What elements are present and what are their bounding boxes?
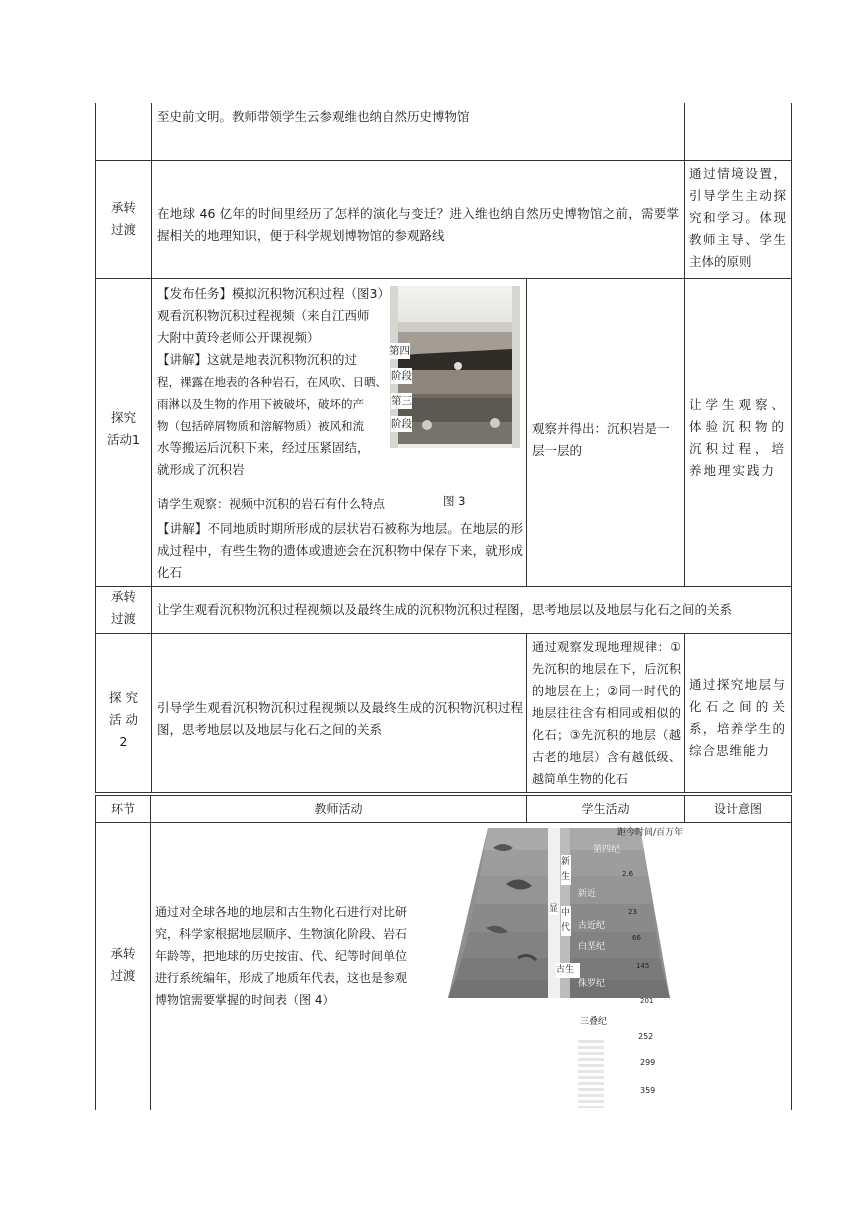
teacher-line-8: 水等搬运后沉积下来，经过压紧固结， — [157, 440, 370, 455]
lower-row1-stage-2: 过渡 — [110, 968, 136, 983]
row2-intent: 让学生观察、体验沉积物的沉积过程，培养地理实践力 — [689, 397, 786, 478]
age-label-1: 2.6 — [622, 870, 634, 878]
row1-teacher: 在地球 46 亿年的时间里经历了怎样的演化与变迁？进入维也纳自然历史博物馆之前，需要掌握相关的地理知识，便于科学规划博物馆的参观路线 — [157, 206, 679, 243]
era-cenozoic: 新生 — [561, 855, 571, 885]
eon-label: 显 — [549, 904, 559, 914]
era-paleozoic: 古生 — [556, 963, 580, 978]
row2-teacher-lines — [157, 283, 390, 481]
row4-stage-2: 活 动 — [109, 712, 138, 727]
table-border-c3b — [684, 633, 685, 792]
row4-stage-1: 探 究 — [109, 690, 138, 705]
photo-label-3a: 第三 — [391, 395, 412, 407]
row2-stage-1: 探究 — [110, 410, 136, 425]
row2-stage — [96, 407, 151, 451]
header-student: 学生活动 — [581, 802, 630, 816]
teacher-line-3: 大附中黄玲老师公开课视频） — [157, 330, 320, 345]
row-line-1 — [95, 160, 792, 161]
photo-label-4a: 第四 — [389, 345, 410, 357]
row3-stage-2: 过渡 — [110, 611, 136, 626]
period-cretaceous: 白垩纪 — [578, 942, 606, 952]
age-label-8: 359 — [640, 1086, 656, 1095]
lower-header-line — [95, 822, 792, 823]
row1-intent: 通过情境设置，引导学生主动探究和学习。体现教师主导、学生主体的原则 — [689, 166, 786, 269]
row1-stage — [96, 197, 151, 241]
faded-strata-labels — [578, 1040, 604, 1108]
row0-teacher: 至史前文明。教师带领学生云参观维也纳自然历史博物馆 — [157, 109, 470, 124]
lower-row1-stage-1: 承转 — [110, 946, 136, 961]
photo-label-4b: 阶段 — [391, 370, 412, 382]
row3-teacher: 让学生观看沉积物沉积过程视频以及最终生成的沉积物沉积过程图，思考地层以及地层与化石之间的关系 — [157, 602, 733, 617]
age-label-3: 66 — [632, 934, 641, 942]
lower-border-c1 — [150, 795, 151, 1110]
row-line-4 — [95, 633, 792, 634]
row3-stage-1: 承转 — [110, 589, 136, 604]
row4-student: 通过观察发现地理规律：①先沉积的地层在下，后沉积的地层在上；②同一时代的地层往往含有相同或相似的化石；③先沉积的地层（越古老的地层）含有越低级、越简单生物的化石 — [532, 640, 681, 786]
row4-teacher: 引导学生观看沉积物沉积过程视频以及最终生成的沉积物沉积过程图，思考地层以及地层与化石之间的关系 — [157, 700, 523, 737]
header-stage: 环节 — [110, 802, 135, 816]
row2-observe: 请学生观察：视频中沉积的岩石有什么特点 — [157, 497, 386, 511]
lower-top-line — [95, 795, 792, 796]
teacher-line-1: 【发布任务】模拟沉积物沉积过程（图3） — [157, 286, 390, 301]
teacher-line-6: 雨淋以及生物的作用下被破坏，破坏的产 — [157, 397, 364, 411]
age-label-6: 252 — [638, 1032, 654, 1041]
lower-row1-stage — [96, 943, 150, 987]
lower-border-right — [791, 795, 792, 1110]
table-border-right — [791, 103, 792, 792]
age-label-5: 201 — [640, 997, 654, 1005]
chart-top-label: 距今时间/百万年 — [617, 828, 684, 838]
row1-stage-1: 承转 — [110, 200, 136, 215]
table-border-c1 — [151, 103, 152, 792]
photo-label-3b: 阶段 — [391, 418, 412, 430]
era-mesozoic: 中代 — [561, 906, 571, 936]
row1-stage-2: 过渡 — [110, 222, 136, 237]
teacher-line-5: 程，裸露在地表的各种岩石，在风吹、日晒、 — [157, 375, 387, 389]
row4-stage — [96, 687, 151, 753]
teacher-line-7: 物（包括碎屑物质和溶解物质）被风和流 — [157, 419, 364, 433]
row2-explain2: 【讲解】不同地质时期所形成的层状岩石被称为地层。在地层的形成过程中，有些生物的遗体或遗迹会在沉积物中保存下来，就形成化石 — [157, 521, 523, 580]
row-line-3 — [95, 586, 792, 587]
header-teacher: 教师活动 — [314, 802, 363, 816]
table-border-c2b — [526, 633, 527, 792]
period-jurassic: 侏罗纪 — [578, 979, 606, 989]
period-triassic: 三叠纪 — [580, 1017, 608, 1027]
age-label-7: 299 — [640, 1058, 656, 1067]
row2-student: 观察并得出：沉积岩是一层一层的 — [532, 421, 670, 458]
age-label-4: 145 — [636, 962, 650, 970]
row-line-2 — [95, 278, 792, 279]
lower-row1-teacher: 通过对全球各地的地层和古生物化石进行对比研究，科学家根据地层顺序、生物演化阶段、岩石年龄等，把地球的历史按宙、代、纪等时间单位进行系统编年，形成了地质年代表，这也是参观博物馆需要掌握的时间表（图 4） — [155, 905, 408, 1007]
table-border-c2 — [526, 278, 527, 586]
figure-3-caption: 图 3 — [443, 494, 466, 508]
age-label-2: 23 — [628, 908, 637, 916]
table-border-c3 — [684, 103, 685, 586]
period-neogene: 新近 — [578, 889, 597, 899]
teacher-line-9: 就形成了沉积岩 — [157, 462, 245, 477]
teacher-line-4: 【讲解】这就是地表沉积物沉积的过 — [157, 352, 358, 367]
period-quaternary: 第四纪 — [593, 845, 621, 855]
period-paleogene: 古近纪 — [578, 921, 606, 931]
row-line-5 — [95, 792, 792, 793]
teacher-line-2: 观看沉积物沉积过程视频（来自江西师 — [157, 308, 370, 323]
row4-intent: 通过探究地层与化石之间的关系，培养学生的综合思维能力 — [689, 677, 786, 758]
header-intent: 设计意图 — [713, 802, 762, 816]
row3-stage — [96, 586, 151, 630]
row2-stage-2: 活动1 — [107, 432, 140, 447]
row4-stage-3: 2 — [119, 734, 128, 749]
